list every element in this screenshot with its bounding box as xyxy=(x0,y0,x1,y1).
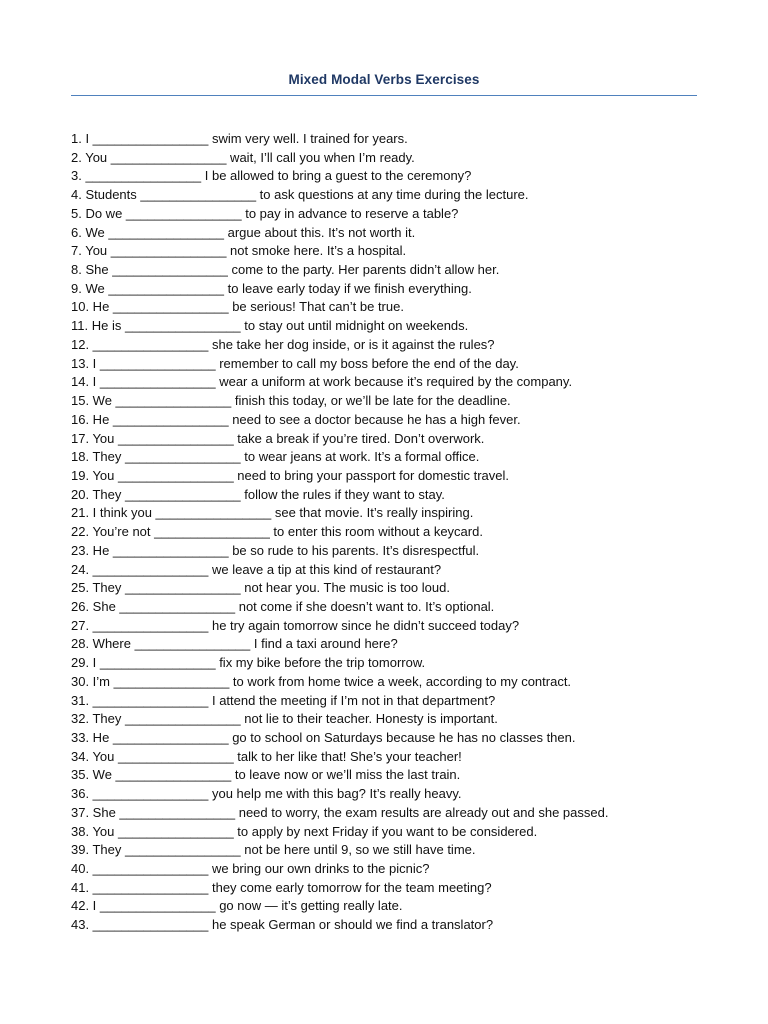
exercise-item: 8. She ________________ come to the party. Her parents didn’t allow her. xyxy=(71,262,500,278)
exercise-item: 30. I’m ________________ to work from home twice a week, according to my contract. xyxy=(71,673,572,689)
exercise-item: 27. ________________ he try again tomorrow since he didn’t succeed today? xyxy=(71,617,520,633)
exercise-item: 42. I ________________ go now — it’s getting really late. xyxy=(71,898,403,914)
exercise-item: 5. Do we ________________ to pay in advance to reserve a table? xyxy=(71,205,459,221)
exercise-item: 36. ________________ you help me with this bag? It’s really heavy. xyxy=(71,786,462,802)
exercise-item: 4. Students ________________ to ask questions at any time during the lecture. xyxy=(71,187,529,203)
exercise-item: 35. We ________________ to leave now or we’ll miss the last train. xyxy=(71,767,461,783)
exercise-item: 25. They ________________ not hear you. The music is too loud. xyxy=(71,580,450,596)
exercise-item: 3. ________________ I be allowed to bring a guest to the ceremony? xyxy=(71,168,472,184)
exercise-item: 16. He ________________ need to see a doctor because he has a high fever. xyxy=(71,411,521,427)
exercise-item: 11. He is ________________ to stay out until midnight on weekends. xyxy=(71,318,469,334)
exercise-item: 14. I ________________ wear a uniform at work because it’s required by the company. xyxy=(71,374,573,390)
exercise-item: 41. ________________ they come early tomorrow for the team meeting? xyxy=(71,879,492,895)
exercise-item: 40. ________________ we bring our own drinks to the picnic? xyxy=(71,861,430,877)
exercise-item: 31. ________________ I attend the meeting if I’m not in that department? xyxy=(71,692,496,708)
exercise-item: 1. I ________________ swim very well. I trained for years. xyxy=(71,131,408,146)
exercise-item: 32. They ________________ not lie to their teacher. Honesty is important. xyxy=(71,711,498,727)
exercise-item: 22. You’re not ________________ to enter this room without a keycard. xyxy=(71,524,483,540)
exercise-list xyxy=(71,130,711,935)
exercise-item: 12. ________________ she take her dog inside, or is it against the rules? xyxy=(71,336,495,352)
exercise-item: 2. You ________________ wait, I’ll call you when I’m ready. xyxy=(71,149,415,165)
exercise-item: 38. You ________________ to apply by next Friday if you want to be considered. xyxy=(71,823,538,839)
exercise-item: 21. I think you ________________ see that movie. It’s really inspiring. xyxy=(71,505,474,521)
exercise-item: 39. They ________________ not be here until 9, so we still have time. xyxy=(71,842,476,858)
exercise-item: 7. You ________________ not smoke here. It’s a hospital. xyxy=(71,243,407,259)
exercise-item: 20. They ________________ follow the rules if they want to stay. xyxy=(71,486,445,502)
exercise-item: 18. They ________________ to wear jeans at work. It’s a formal office. xyxy=(71,449,480,465)
title-divider xyxy=(71,95,697,96)
exercise-item: 33. He ________________ go to school on Saturdays because he has no classes then. xyxy=(71,730,576,745)
exercise-item: 17. You ________________ take a break if you’re tired. Don’t overwork. xyxy=(71,430,485,446)
exercise-item: 13. I ________________ remember to call my boss before the end of the day. xyxy=(71,355,519,371)
exercise-item: 24. ________________ we leave a tip at this kind of restaurant? xyxy=(71,561,442,577)
exercise-item: 37. She ________________ need to worry, the exam results are already out and she passed. xyxy=(71,804,609,820)
exercise-item: 15. We ________________ finish this today, or we’ll be late for the deadline. xyxy=(71,393,511,409)
exercise-item: 6. We ________________ argue about this. It’s not worth it. xyxy=(71,224,416,240)
exercise-item: 34. You ________________ talk to her like that! She’s your teacher! xyxy=(71,748,462,764)
exercise-item: 10. He ________________ be serious! That can’t be true. xyxy=(71,299,404,315)
exercise-item: 29. I ________________ fix my bike before the trip tomorrow. xyxy=(71,655,426,671)
exercise-item: 43. ________________ he speak German or should we find a translator? xyxy=(71,917,494,933)
exercise-item: 28. Where ________________ I find a taxi around here? xyxy=(71,636,398,652)
page-title: Mixed Modal Verbs Exercises xyxy=(288,72,480,87)
exercise-item: 19. You ________________ need to bring your passport for domestic travel. xyxy=(71,467,509,483)
exercise-item: 23. He ________________ be so rude to his parents. It’s disrespectful. xyxy=(71,542,480,558)
exercise-item: 26. She ________________ not come if she doesn’t want to. It’s optional. xyxy=(71,598,495,614)
exercise-item: 9. We ________________ to leave early today if we finish everything. xyxy=(71,280,472,296)
